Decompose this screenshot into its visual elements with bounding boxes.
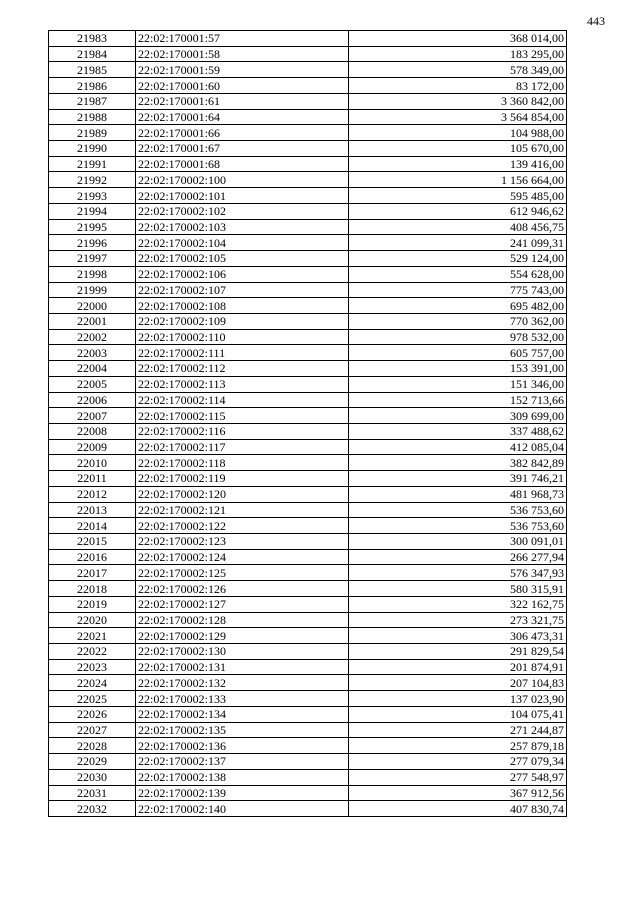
table-row [49,738,567,754]
table-row [49,313,567,329]
cadastral-value-cell: 266 277,94 [349,549,567,565]
cadastral-value-cell: 408 456,75 [349,219,567,235]
cadastral-number-cell: 22:02:170002:116 [136,423,349,439]
cadastral-value-cell: 536 753,60 [349,502,567,518]
cadastral-value-cell: 554 628,00 [349,266,567,282]
cadastral-number-cell: 22:02:170002:117 [136,439,349,455]
row-number-cell: 22016 [49,549,136,565]
table-row [49,455,567,471]
cadastral-value-cell: 273 321,75 [349,612,567,628]
row-number-cell: 21988 [49,109,136,125]
row-number-cell: 22020 [49,612,136,628]
table-row [49,141,567,157]
table-row [49,549,567,565]
table-row [49,219,567,235]
table-row [49,235,567,251]
cadastral-number-cell: 22:02:170002:126 [136,581,349,597]
table-row [49,172,567,188]
cadastral-number-cell: 22:02:170001:57 [136,31,349,47]
cadastral-value-cell: 536 753,60 [349,518,567,534]
cadastral-value-cell: 152 713,66 [349,392,567,408]
cadastral-number-cell: 22:02:170002:122 [136,518,349,534]
cadastral-number-cell: 22:02:170002:109 [136,313,349,329]
cadastral-value-cell: 407 830,74 [349,801,567,817]
row-number-cell: 21995 [49,219,136,235]
cadastral-value-cell: 183 295,00 [349,46,567,62]
cadastral-number-cell: 22:02:170001:61 [136,93,349,109]
table-row [49,93,567,109]
row-number-cell: 22000 [49,298,136,314]
cadastral-number-cell: 22:02:170001:59 [136,62,349,78]
cadastral-value-cell: 1 156 664,00 [349,172,567,188]
cadastral-value-cell: 612 946,62 [349,203,567,219]
cadastral-value-cell: 322 162,75 [349,596,567,612]
table-row [49,596,567,612]
cadastral-value-cell: 605 757,00 [349,345,567,361]
row-number-cell: 21991 [49,156,136,172]
row-number-cell: 22007 [49,408,136,424]
row-number-cell: 22022 [49,644,136,660]
cadastral-value-cell: 151 346,00 [349,376,567,392]
row-number-cell: 21989 [49,125,136,141]
row-number-cell: 21998 [49,266,136,282]
row-number-cell: 21997 [49,251,136,267]
table-row [49,266,567,282]
row-number-cell: 21984 [49,46,136,62]
cadastral-value-cell: 104 988,00 [349,125,567,141]
row-number-cell: 22026 [49,706,136,722]
cadastral-value-cell: 271 244,87 [349,722,567,738]
cadastral-value-cell: 277 079,34 [349,754,567,770]
table-row [49,801,567,817]
row-number-cell: 22013 [49,502,136,518]
table-row [49,471,567,487]
table-row [49,691,567,707]
row-number-cell: 22011 [49,471,136,487]
table-row [49,534,567,550]
cadastral-value-cell: 137 023,90 [349,691,567,707]
cadastral-value-cell: 770 362,00 [349,313,567,329]
cadastral-value-cell: 257 879,18 [349,738,567,754]
row-number-cell: 22017 [49,565,136,581]
cadastral-number-cell: 22:02:170001:64 [136,109,349,125]
cadastral-number-cell: 22:02:170002:107 [136,282,349,298]
table-row [49,675,567,691]
cadastral-value-cell: 3 360 842,00 [349,93,567,109]
cadastral-number-cell: 22:02:170002:129 [136,628,349,644]
row-number-cell: 22010 [49,455,136,471]
table-row [49,376,567,392]
table-row [49,361,567,377]
table-row [49,644,567,660]
cadastral-value-cell: 153 391,00 [349,361,567,377]
cadastral-number-cell: 22:02:170002:111 [136,345,349,361]
table-body [49,31,567,817]
row-number-cell: 22014 [49,518,136,534]
cadastral-value-cell: 775 743,00 [349,282,567,298]
table-row [49,156,567,172]
table-row [49,188,567,204]
cadastral-number-cell: 22:02:170002:119 [136,471,349,487]
row-number-cell: 22019 [49,596,136,612]
cadastral-number-cell: 22:02:170001:58 [136,46,349,62]
row-number-cell: 22003 [49,345,136,361]
cadastral-number-cell: 22:02:170002:101 [136,188,349,204]
cadastral-value-cell: 412 085,04 [349,439,567,455]
row-number-cell: 22023 [49,659,136,675]
cadastral-number-cell: 22:02:170002:136 [136,738,349,754]
cadastral-value-cell: 382 842,89 [349,455,567,471]
cadastral-number-cell: 22:02:170002:133 [136,691,349,707]
cadastral-number-cell: 22:02:170002:135 [136,722,349,738]
table-row [49,282,567,298]
row-number-cell: 22029 [49,754,136,770]
table-row [49,502,567,518]
table-row [49,125,567,141]
cadastral-number-cell: 22:02:170001:60 [136,78,349,94]
cadastral-value-cell: 3 564 854,00 [349,109,567,125]
row-number-cell: 21990 [49,141,136,157]
page-number: 443 [587,14,605,28]
row-number-cell: 22008 [49,423,136,439]
table-row [49,722,567,738]
cadastral-number-cell: 22:02:170002:123 [136,534,349,550]
cadastral-value-cell: 105 670,00 [349,141,567,157]
cadastral-number-cell: 22:02:170001:68 [136,156,349,172]
table-row [49,392,567,408]
row-number-cell: 22012 [49,486,136,502]
row-number-cell: 22027 [49,722,136,738]
table-row [49,345,567,361]
row-number-cell: 21993 [49,188,136,204]
table-row [49,251,567,267]
row-number-cell: 22021 [49,628,136,644]
cadastral-number-cell: 22:02:170002:125 [136,565,349,581]
table-row [49,62,567,78]
row-number-cell: 22028 [49,738,136,754]
cadastral-value-cell: 978 532,00 [349,329,567,345]
table-row [49,423,567,439]
table-row [49,612,567,628]
cadastral-number-cell: 22:02:170002:121 [136,502,349,518]
cadastral-number-cell: 22:02:170002:113 [136,376,349,392]
cadastral-value-cell: 481 968,73 [349,486,567,502]
row-number-cell: 22009 [49,439,136,455]
cadastral-value-cell: 337 488,62 [349,423,567,439]
cadastral-number-cell: 22:02:170002:115 [136,408,349,424]
table-row [49,785,567,801]
cadastral-value-cell: 368 014,00 [349,31,567,47]
cadastral-value-cell: 139 416,00 [349,156,567,172]
table-row [49,706,567,722]
cadastral-value-cell: 201 874,91 [349,659,567,675]
cadastral-value-cell: 309 699,00 [349,408,567,424]
row-number-cell: 21996 [49,235,136,251]
cadastral-value-cell: 576 347,93 [349,565,567,581]
row-number-cell: 21992 [49,172,136,188]
table-row [49,486,567,502]
cadastral-number-cell: 22:02:170002:139 [136,785,349,801]
cadastral-number-cell: 22:02:170002:134 [136,706,349,722]
cadastral-number-cell: 22:02:170002:100 [136,172,349,188]
cadastral-number-cell: 22:02:170002:120 [136,486,349,502]
cadastral-value-cell: 104 075,41 [349,706,567,722]
cadastral-number-cell: 22:02:170002:124 [136,549,349,565]
cadastral-value-cell: 300 091,01 [349,534,567,550]
cadastral-number-cell: 22:02:170001:67 [136,141,349,157]
row-number-cell: 22001 [49,313,136,329]
table-row [49,754,567,770]
cadastral-number-cell: 22:02:170002:103 [136,219,349,235]
cadastral-value-cell: 529 124,00 [349,251,567,267]
cadastral-number-cell: 22:02:170002:104 [136,235,349,251]
cadastral-value-cell: 241 099,31 [349,235,567,251]
table-row [49,769,567,785]
cadastral-number-cell: 22:02:170002:110 [136,329,349,345]
row-number-cell: 22006 [49,392,136,408]
cadastral-number-cell: 22:02:170002:106 [136,266,349,282]
cadastral-value-cell: 391 746,21 [349,471,567,487]
table-row [49,659,567,675]
table-row [49,78,567,94]
table-row [49,408,567,424]
cadastral-value-cell: 580 315,91 [349,581,567,597]
cadastral-value-cell: 595 485,00 [349,188,567,204]
table-row [49,628,567,644]
cadastral-number-cell: 22:02:170002:105 [136,251,349,267]
row-number-cell: 22032 [49,801,136,817]
cadastral-value-cell: 306 473,31 [349,628,567,644]
table-row [49,31,567,47]
row-number-cell: 22004 [49,361,136,377]
cadastral-number-cell: 22:02:170002:140 [136,801,349,817]
cadastral-number-cell: 22:02:170002:137 [136,754,349,770]
cadastral-value-cell: 291 829,54 [349,644,567,660]
cadastral-number-cell: 22:02:170002:130 [136,644,349,660]
table-row [49,439,567,455]
table-row [49,518,567,534]
cadastral-value-cell: 367 912,56 [349,785,567,801]
cadastral-value-cell: 695 482,00 [349,298,567,314]
cadastral-number-cell: 22:02:170001:66 [136,125,349,141]
row-number-cell: 22018 [49,581,136,597]
cadastral-value-cell: 83 172,00 [349,78,567,94]
cadastral-value-cell: 207 104,83 [349,675,567,691]
row-number-cell: 22030 [49,769,136,785]
table-row [49,329,567,345]
table-row [49,298,567,314]
cadastral-number-cell: 22:02:170002:131 [136,659,349,675]
row-number-cell: 21987 [49,93,136,109]
row-number-cell: 21985 [49,62,136,78]
row-number-cell: 22025 [49,691,136,707]
cadastral-number-cell: 22:02:170002:128 [136,612,349,628]
row-number-cell: 22031 [49,785,136,801]
cadastral-number-cell: 22:02:170002:118 [136,455,349,471]
table-row [49,565,567,581]
cadastral-value-table [48,30,567,817]
row-number-cell: 22005 [49,376,136,392]
row-number-cell: 22002 [49,329,136,345]
row-number-cell: 21999 [49,282,136,298]
cadastral-number-cell: 22:02:170002:138 [136,769,349,785]
row-number-cell: 21983 [49,31,136,47]
row-number-cell: 22024 [49,675,136,691]
cadastral-value-cell: 578 349,00 [349,62,567,78]
table-row [49,46,567,62]
table-row [49,581,567,597]
cadastral-number-cell: 22:02:170002:112 [136,361,349,377]
row-number-cell: 21994 [49,203,136,219]
cadastral-number-cell: 22:02:170002:108 [136,298,349,314]
cadastral-number-cell: 22:02:170002:114 [136,392,349,408]
table-row [49,109,567,125]
cadastral-number-cell: 22:02:170002:102 [136,203,349,219]
table-row [49,203,567,219]
cadastral-number-cell: 22:02:170002:127 [136,596,349,612]
row-number-cell: 21986 [49,78,136,94]
row-number-cell: 22015 [49,534,136,550]
cadastral-number-cell: 22:02:170002:132 [136,675,349,691]
cadastral-value-cell: 277 548,97 [349,769,567,785]
